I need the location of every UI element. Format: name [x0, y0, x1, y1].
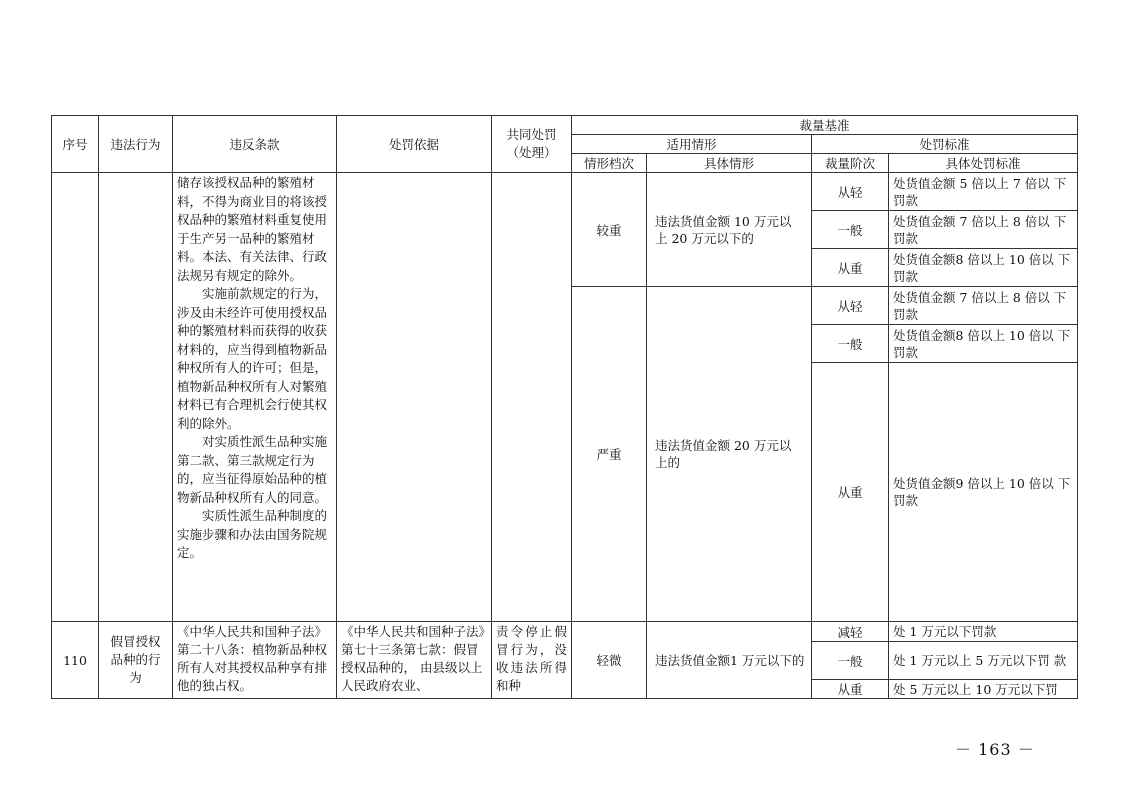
cell-clause-110: 《中华人民共和国种子法》第二十八条：植物新品种权所有人对其授权品种享有排他的独占权。 [173, 622, 337, 699]
header-specific: 具体情形 [647, 154, 812, 173]
standard-cell: 处货值金额 5 倍以上 7 倍以 下罚款 [889, 173, 1078, 211]
stage-cell: 从轻 [812, 173, 889, 211]
stage-cell: 从重 [812, 680, 889, 699]
header-specific-standard: 具体处罚标准 [889, 154, 1078, 173]
stage-cell: 一般 [812, 211, 889, 249]
standard-cell: 处货值金额 7 倍以上 8 倍以 下罚款 [889, 287, 1078, 325]
standard-cell: 处货值金额 7 倍以上 8 倍以 下罚款 [889, 211, 1078, 249]
header-discretion: 裁量基准 [572, 116, 1078, 135]
stage-cell: 从重 [812, 363, 889, 622]
header-circumstance: 适用情形 [572, 135, 812, 154]
specific-cell: 违法货值金额 20 万元以 上的 [647, 287, 812, 622]
clause-paragraph: 对实质性派生品种实施第二款、第三款规定行为的，应当征得原始品种的植物新品种权所有人的同意。 [177, 434, 328, 505]
header-behavior: 违法行为 [99, 116, 173, 173]
cell-common-continued [492, 173, 572, 622]
level-cell: 轻微 [572, 622, 647, 699]
cell-behavior-continued [99, 173, 173, 622]
clause-paragraph: 实质性派生品种制度的实施步骤和办法由国务院规定。 [177, 508, 328, 560]
cell-basis-110: 《中华人民共和国种子法》第七十三条第七款：假冒授权品种的， 由县级以上人民政府农业、 [337, 622, 492, 699]
stage-cell: 从重 [812, 249, 889, 287]
cell-seq-110: 110 [52, 622, 99, 699]
header-common-penalty: 共同处罚 （处理） [492, 116, 572, 173]
standard-cell: 处 1 万元以上 5 万元以下罚 款 [889, 642, 1078, 680]
cell-basis-continued [337, 173, 492, 622]
stage-cell: 从轻 [812, 287, 889, 325]
standard-cell: 处货值金额9 倍以上 10 倍以 下罚款 [889, 363, 1078, 622]
standard-cell: 处货值金额8 倍以上 10 倍以 下罚款 [889, 325, 1078, 363]
clause-paragraph: 实施前款规定的行为，涉及由未经许可使用授权品种的繁殖材料而获得的收获材料的，应当得到植物新品种权所有人的许可；但是，植物新品种权所有人对繁殖材料已有合理机会行使其权利的除外。 [177, 286, 328, 431]
header-standard: 处罚标准 [812, 135, 1078, 154]
standard-cell: 处 1 万元以下罚款 [889, 622, 1078, 642]
cell-behavior-110: 假冒授权品种的行为 [99, 622, 173, 699]
cell-clause-continued [173, 173, 337, 622]
cell-seq-continued [52, 173, 99, 622]
level-cell: 严重 [572, 287, 647, 622]
header-seq: 序号 [52, 116, 99, 173]
page-number: － 163 － [955, 740, 1035, 759]
header-clause: 违反条款 [173, 116, 337, 173]
clause-paragraph: 储存该授权品种的繁殖材料，不得为商业目的将该授权品种的繁殖材料重复使用于生产另一品种的繁殖材料。本法、有关法律、行政法规另有规定的除外。 [177, 175, 328, 283]
specific-cell: 违法货值金额1 万元以下的 [647, 622, 812, 699]
header-basis: 处罚依据 [337, 116, 492, 173]
specific-cell: 违法货值金额 10 万元以 上 20 万元以下的 [647, 173, 812, 287]
standard-cell: 处 5 万元以上 10 万元以下罚 [889, 680, 1078, 699]
cell-common-penalty-110: 责令停止假冒行为，没收违法所得和种 [492, 622, 572, 699]
level-cell: 较重 [572, 173, 647, 287]
stage-cell: 减轻 [812, 622, 889, 642]
stage-cell: 一般 [812, 642, 889, 680]
stage-cell: 一般 [812, 325, 889, 363]
header-level: 情形档次 [572, 154, 647, 173]
penalty-discretion-table [51, 115, 1078, 699]
header-stage: 裁量阶次 [812, 154, 889, 173]
standard-cell: 处货值金额8 倍以上 10 倍以 下罚款 [889, 249, 1078, 287]
